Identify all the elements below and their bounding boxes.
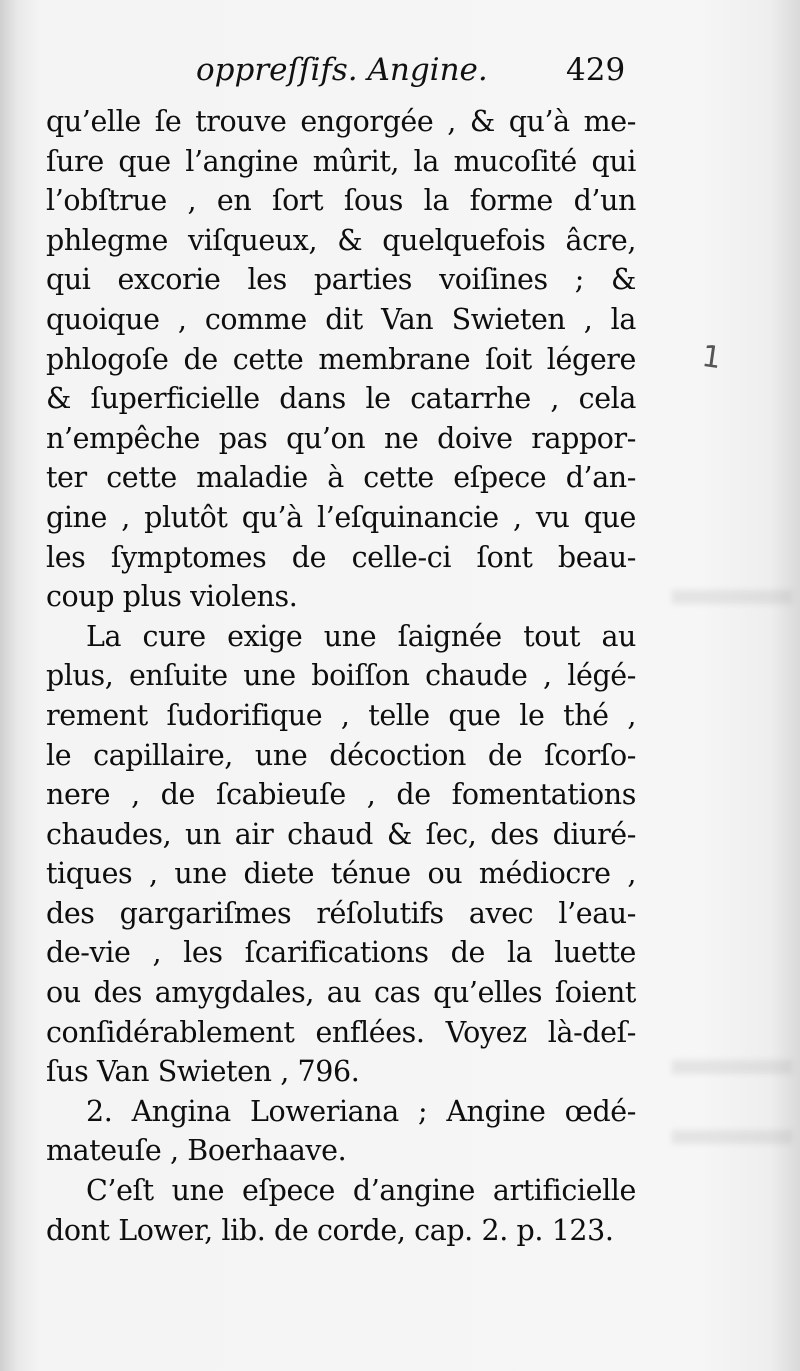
text-line: ou des amygdales, au cas qu’elles ſoient	[46, 976, 636, 1010]
text-line: les ſymptomes de celle-ci ſont beau-	[46, 540, 636, 574]
text-line: & ſuperficielle dans le catarrhe , cela	[46, 382, 636, 416]
page-number: 429	[566, 52, 626, 88]
text-line: conſidérablement enflées. Voyez là-deſ-	[46, 1015, 636, 1049]
running-title: oppreſſifs. Angine.	[196, 52, 488, 88]
text-line: chaudes, un air chaud & ſec, des diuré-	[46, 817, 636, 851]
text-line: tiques , une diete ténue ou médiocre ,	[46, 857, 636, 891]
text-line: n’empêche pas qu’on ne doive rappor-	[46, 421, 636, 455]
page-header	[0, 52, 800, 102]
text-line: de-vie , les ſcarifications de la luette	[46, 936, 636, 970]
text-line: 2. Angina Loweriana ; Angine œdé-	[86, 1094, 636, 1128]
text-line: nere , de ſcabieuſe , de fomentations	[46, 778, 636, 812]
paragraph	[46, 1171, 636, 1250]
text-line: phlogoſe de cette membrane ſoit légere	[46, 342, 636, 376]
show-through-mark	[672, 590, 792, 604]
text-line: ſus Van Swieten , 796.	[46, 1055, 360, 1089]
show-through-mark	[672, 1060, 792, 1074]
text-line: plus, enſuite une boiſſon chaude , légé-	[46, 659, 636, 693]
text-line: ſure que l’angine mûrit, la mucoſité qui	[46, 144, 636, 178]
text-line: ter cette maladie à cette eſpece d’an-	[46, 461, 636, 495]
text-line: C’eſt une eſpece d’angine artificielle	[86, 1174, 636, 1208]
text-line: dont Lower, lib. de corde, cap. 2. p. 123.	[46, 1213, 614, 1247]
paragraph	[46, 1092, 636, 1171]
text-line: le capillaire, une décoction de ſcorſo-	[46, 738, 636, 772]
text-line: phlegme viſqueux, & quelquefois âcre,	[46, 223, 636, 257]
text-line: qu’elle ſe trouve engorgée , & qu’à me-	[46, 105, 636, 138]
margin-note: 1	[699, 338, 724, 377]
text-line: gine , plutôt qu’à l’eſquinancie , vu que	[46, 500, 636, 534]
text-line: quoique , comme dit Van Swieten , la	[46, 302, 636, 336]
text-line: mateuſe , Boerhaave.	[46, 1134, 347, 1168]
text-line: l’obſtrue , en ſort ſous la forme d’un	[46, 184, 636, 218]
show-through-mark	[672, 1130, 792, 1144]
text-line: des gargariſmes réſolutifs avec l’eau-	[46, 896, 636, 930]
text-line: coup plus violens.	[46, 580, 298, 614]
text-line: qui excorie les parties voiſines ; &	[46, 263, 636, 297]
text-line: La cure exige une ſaignée tout au	[86, 619, 636, 653]
paragraph	[46, 102, 636, 617]
text-line: rement ſudorifique , telle que le thé ,	[46, 698, 636, 732]
paragraph	[46, 617, 636, 1092]
body-text	[46, 102, 636, 1250]
